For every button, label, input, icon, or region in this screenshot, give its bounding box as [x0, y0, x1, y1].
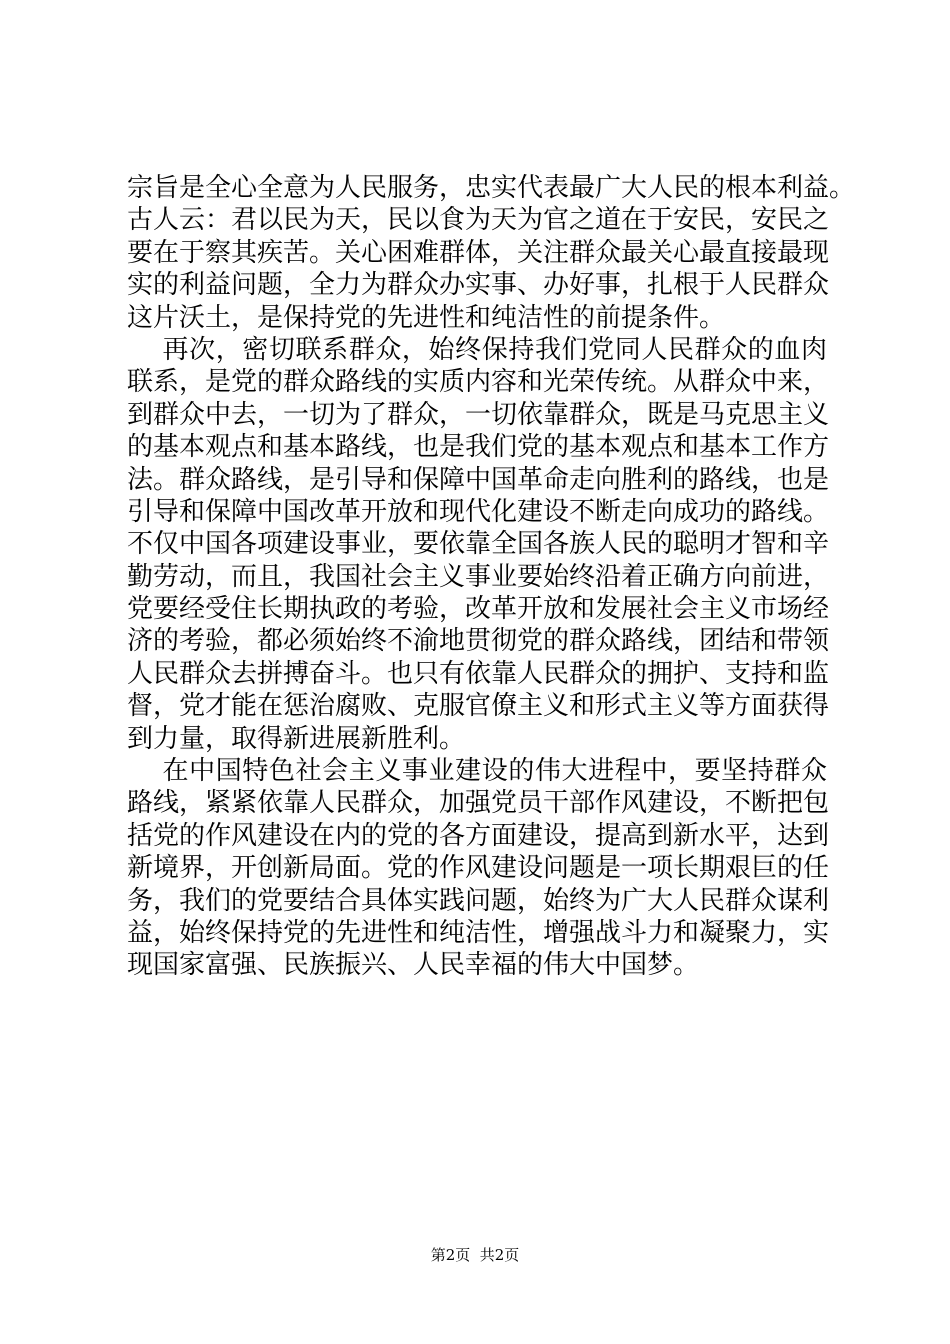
page-number-label: 第2页 共2页 — [430, 1246, 520, 1264]
text-line: 到力量，取得新进展新胜利。 — [127, 723, 466, 754]
text-line: 实的利益问题，全力为群众办实事、办好事，扎根于人民群众 — [127, 270, 830, 301]
page-footer — [0, 1245, 950, 1265]
text-line: 的基本观点和基本路线，也是我们党的基本观点和基本工作方 — [127, 432, 830, 463]
text-line: 督，党才能在惩治腐败、克服官僚主义和形式主义等方面获得 — [127, 691, 830, 722]
text-line: 不仅中国各项建设事业，要依靠全国各族人民的聪明才智和辛 — [127, 529, 830, 560]
text-line: 在中国特色社会主义事业建设的伟大进程中，要坚持群众 — [127, 756, 827, 787]
text-line: 再次，密切联系群众，始终保持我们党同人民群众的血肉 — [127, 334, 827, 365]
text-line: 括党的作风建设在内的党的各方面建设，提高到新水平，达到 — [127, 820, 830, 851]
text-line: 这片沃土，是保持党的先进性和纯洁性的前提条件。 — [127, 302, 726, 333]
text-line: 法。群众路线，是引导和保障中国革命走向胜利的路线，也是 — [127, 464, 830, 495]
text-line: 新境界，开创新局面。党的作风建设问题是一项长期艰巨的任 — [127, 853, 830, 884]
text-line: 古人云：君以民为天，民以食为天为官之道在于安民，安民之 — [127, 205, 830, 236]
text-line: 党要经受住长期执政的考验，改革开放和发展社会主义市场经 — [127, 594, 830, 625]
text-line: 务，我们的党要结合具体实践问题，始终为广大人民群众谋利 — [127, 885, 830, 916]
text-line: 人民群众去拼搏奋斗。也只有依靠人民群众的拥护、支持和监 — [127, 658, 830, 689]
text-line: 路线，紧紧依靠人民群众，加强党员干部作风建设，不断把包 — [127, 788, 830, 819]
text-line: 引导和保障中国改革开放和现代化建设不断走向成功的路线。 — [127, 496, 830, 527]
text-line: 联系，是党的群众路线的实质内容和光荣传统。从群众中来， — [127, 367, 830, 398]
text-line: 到群众中去，一切为了群众，一切依靠群众，既是马克思主义 — [127, 399, 830, 430]
text-line: 宗旨是全心全意为人民服务，忠实代表最广大人民的根本利益。 — [127, 173, 856, 203]
text-line: 益，始终保持党的先进性和纯洁性，增强战斗力和凝聚力，实 — [127, 917, 830, 948]
text-line: 现国家富强、民族振兴、人民幸福的伟大中国梦。 — [127, 950, 700, 981]
text-line: 济的考验，都必须始终不渝地贯彻党的群众路线，团结和带领 — [127, 626, 830, 657]
text-line: 勤劳动，而且，我国社会主义事业要始终沿着正确方向前进， — [127, 561, 830, 592]
document-body — [127, 172, 856, 982]
text-line: 要在于察其疾苦。关心困难群体，关注群众最关心最直接最现 — [127, 237, 830, 268]
